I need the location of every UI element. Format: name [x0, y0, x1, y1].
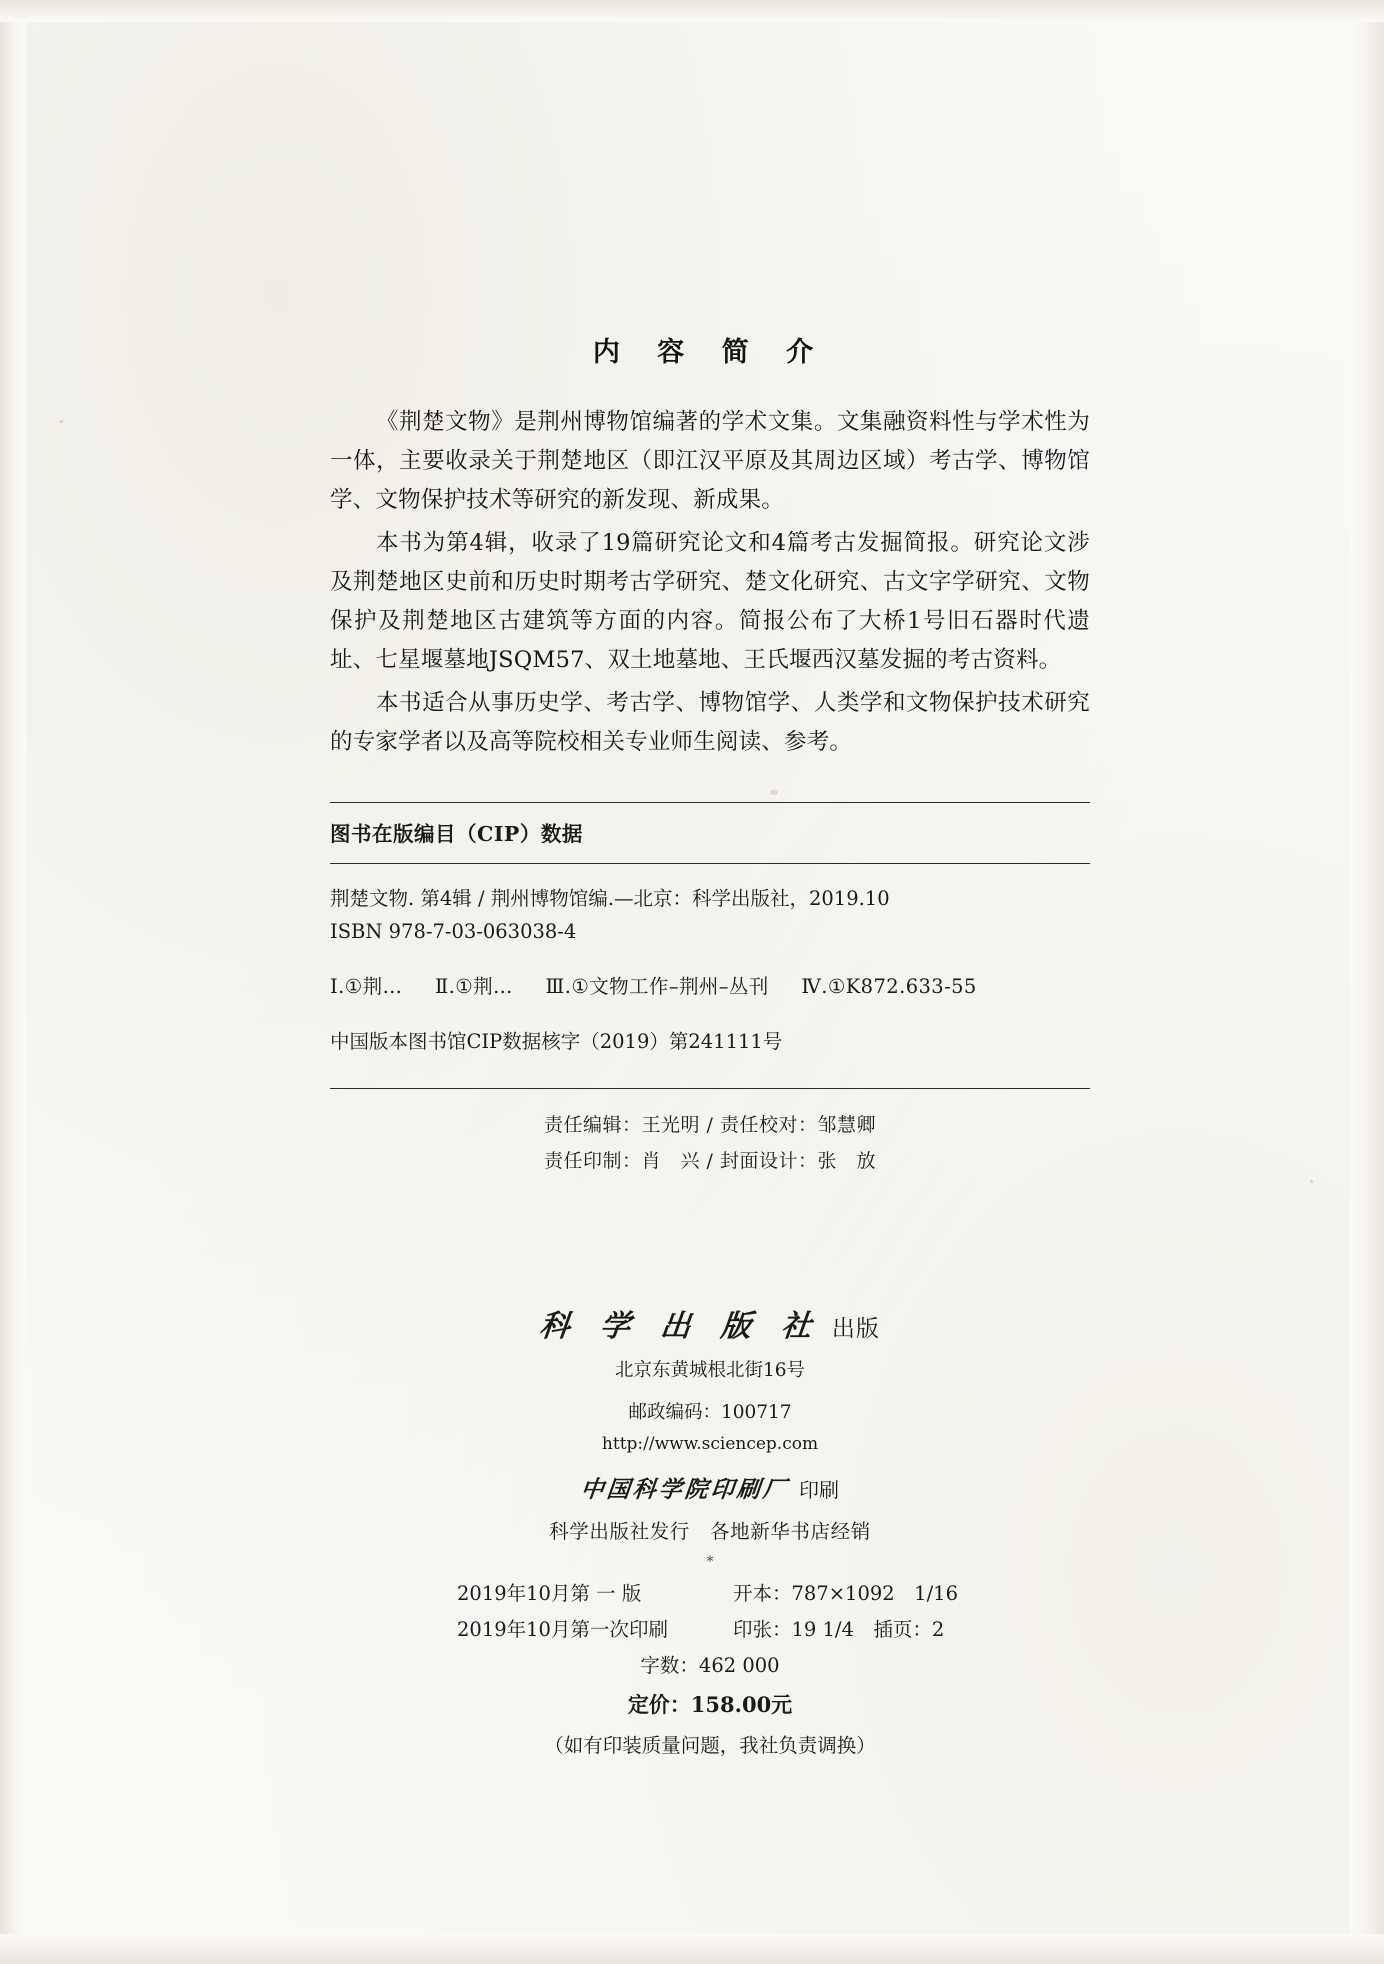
edition-right: 开本：787×1092 1/16	[733, 1582, 958, 1605]
publisher-address: 北京东黄城根北街16号	[614, 1360, 806, 1381]
distribution-line: 科学出版社发行 各地新华书店经销	[549, 1520, 871, 1543]
paper-edge-top	[0, 0, 1384, 22]
edition-left: 2019年10月第 一 版	[457, 1582, 642, 1605]
page-content	[330, 330, 1090, 1764]
cip-title-line: 荆楚文物. 第4辑 / 荆州博物馆编.—北京：科学出版社，2019.10	[330, 887, 890, 910]
printer-suffix: 印刷	[799, 1478, 839, 1502]
paper-speck	[1310, 1180, 1313, 1183]
paper-edge-right	[1350, 0, 1384, 1964]
imprint-block	[330, 1301, 1090, 1764]
publisher-url: http://www.sciencep.com	[601, 1434, 819, 1454]
publisher-line	[330, 1301, 1090, 1345]
printing-right: 印张：19 1/4 插页：2	[733, 1618, 945, 1641]
cip-classification-4: Ⅳ.①K872.633-55	[801, 975, 977, 998]
cip-body	[330, 864, 1090, 1088]
printer-logo: 中国科学院印刷厂	[579, 1476, 791, 1503]
page-title: 内 容 简 介	[592, 337, 828, 368]
intro-paragraph-3: 本书适合从事历史学、考古学、博物馆学、人类学和文物保护技术研究的专家学者以及高等院校相关专业师生阅读、参考。	[330, 690, 1090, 755]
cip-block	[330, 802, 1090, 1089]
cip-classification-1: Ⅰ.①荆…	[330, 975, 403, 998]
edition-spec	[330, 1576, 1090, 1648]
paper-edge-bottom	[0, 1934, 1384, 1964]
paper-speck	[60, 420, 63, 423]
cip-isbn-line: ISBN 978-7-03-063038-4	[330, 920, 577, 943]
publisher-postcode: 邮政编码：100717	[628, 1402, 792, 1423]
wordcount-line: 字数：462 000	[640, 1654, 780, 1677]
printing-row	[330, 1612, 1090, 1648]
cip-heading: 图书在版编目（CIP）数据	[330, 822, 583, 846]
credits-line-2: 责任印制：肖 兴 / 封面设计：张 放	[544, 1150, 876, 1172]
cip-classification-3: Ⅲ.①文物工作–荆州–丛刊	[545, 975, 769, 998]
printing-left: 2019年10月第一次印刷	[457, 1618, 668, 1641]
cip-classification	[330, 970, 1090, 1003]
cip-cn-data: 中国版本图书馆CIP数据核字（2019）第241111号	[330, 1030, 783, 1053]
separator-asterisk: *	[706, 1554, 714, 1570]
cip-classification-2: Ⅱ.①荆…	[435, 975, 513, 998]
credits-block	[330, 1089, 1090, 1191]
quality-notice: （如有印装质量问题，我社负责调换）	[544, 1734, 876, 1757]
printer-line	[330, 1471, 1090, 1504]
publisher-suffix: 出版	[831, 1316, 880, 1342]
publisher-logo: 科 学 出 版 社	[537, 1309, 824, 1344]
intro-paragraph-2: 本书为第4辑，收录了19篇研究论文和4篇考古发掘简报。研究论文涉及荆楚地区史前和历史时期考古学研究、楚文化研究、古文字学研究、文物保护及荆楚地区古建筑等方面的内容。简报公布了大桥1号旧石器时代遗址、七星堰墓地JSQM57、双土地墓地、王氏堰西汉墓发掘的考古资料。	[330, 530, 1090, 673]
intro-paragraph-1: 《荆楚文物》是荆州博物馆编著的学术文集。文集融资料性与学术性为一体，主要收录关于荆楚地区（即江汉平原及其周边区域）考古学、博物馆学、文物保护技术等研究的新发现、新成果。	[330, 409, 1090, 513]
paper-edge-left	[0, 0, 26, 1964]
price-line: 定价：158.00元	[627, 1692, 793, 1717]
edition-row	[330, 1576, 1090, 1612]
credits-line-1: 责任编辑：王光明 / 责任校对：邹慧卿	[544, 1114, 876, 1136]
